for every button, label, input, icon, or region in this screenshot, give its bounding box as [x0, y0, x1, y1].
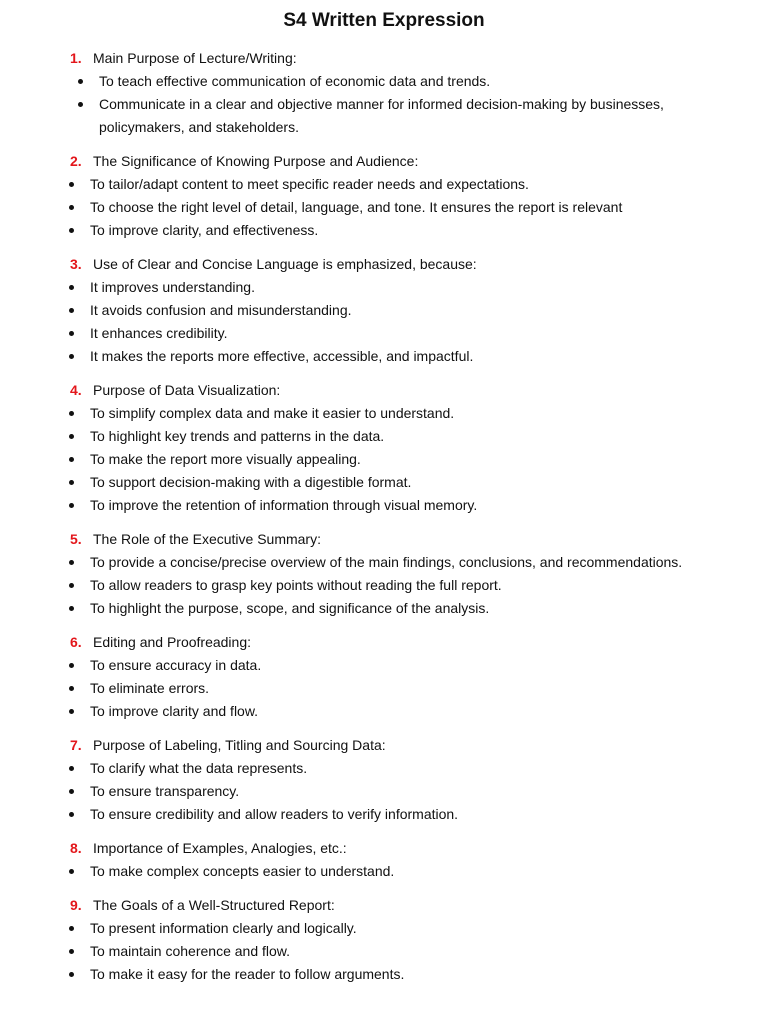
- section-number: 4.: [70, 382, 82, 398]
- bullet-icon: [69, 812, 74, 817]
- list-item-text: To make complex concepts easier to understand.: [90, 863, 395, 879]
- bullet-icon: [78, 102, 83, 107]
- section-heading-text: Editing and Proofreading:: [93, 634, 251, 650]
- bullet-list: [0, 860, 768, 883]
- section-number: 5.: [70, 531, 82, 547]
- bullet-icon: [69, 583, 74, 588]
- list-item: [0, 757, 768, 780]
- bullet-list: [0, 551, 768, 620]
- list-item: [0, 425, 768, 448]
- list-item-text: To make it easy for the reader to follow arguments.: [90, 966, 405, 982]
- list-item: [0, 322, 768, 345]
- list-item-text: To provide a concise/precise overview of the main findings, conclusions, and recommendations.: [90, 554, 683, 570]
- list-item: [0, 448, 768, 471]
- list-item-text: To support decision-making with a digestible format.: [90, 474, 412, 490]
- section-number: 2.: [70, 153, 82, 169]
- list-item: [0, 597, 768, 620]
- section-heading: [0, 894, 768, 917]
- list-item: [0, 963, 768, 986]
- bullet-icon: [69, 709, 74, 714]
- section-8: [0, 837, 768, 883]
- document-title: S4 Written Expression: [283, 10, 485, 31]
- bullet-icon: [69, 308, 74, 313]
- list-item: [0, 299, 768, 322]
- list-item-text: To improve clarity and flow.: [90, 703, 259, 719]
- list-item-text: To maintain coherence and flow.: [90, 943, 291, 959]
- bullet-icon: [69, 766, 74, 771]
- section-heading: [0, 47, 768, 70]
- list-item: [0, 402, 768, 425]
- list-item: [0, 276, 768, 299]
- bullet-icon: [69, 606, 74, 611]
- list-item-text: To clarify what the data represents.: [90, 760, 308, 776]
- section-number: 1.: [70, 50, 82, 66]
- section-9: [0, 894, 768, 986]
- bullet-icon: [69, 205, 74, 210]
- section-heading: [0, 837, 768, 860]
- bullet-icon: [69, 228, 74, 233]
- bullet-list: [0, 654, 768, 723]
- list-item: [0, 860, 768, 883]
- section-4: [0, 379, 768, 517]
- list-item: [0, 196, 768, 219]
- list-item-text: To present information clearly and logically.: [90, 920, 357, 936]
- bullet-icon: [69, 354, 74, 359]
- section-heading: [0, 253, 768, 276]
- bullet-icon: [69, 686, 74, 691]
- bullet-icon: [69, 480, 74, 485]
- list-item: [0, 345, 768, 368]
- list-item-text: To tailor/adapt content to meet specific reader needs and expectations.: [90, 176, 529, 192]
- bullet-icon: [78, 79, 83, 84]
- list-item-text: To improve clarity, and effectiveness.: [90, 222, 319, 238]
- section-heading: [0, 150, 768, 173]
- section-heading: [0, 734, 768, 757]
- list-item-text: To highlight key trends and patterns in the data.: [90, 428, 385, 444]
- section-number: 3.: [70, 256, 82, 272]
- bullet-list: [0, 757, 768, 826]
- bullet-icon: [69, 663, 74, 668]
- bullet-icon: [69, 434, 74, 439]
- bullet-list: [0, 276, 768, 368]
- bullet-icon: [69, 411, 74, 416]
- section-heading-text: Purpose of Labeling, Titling and Sourcing Data:: [93, 737, 386, 753]
- list-item-text: To simplify complex data and make it easier to understand.: [90, 405, 455, 421]
- section-number: 8.: [70, 840, 82, 856]
- list-item: [0, 494, 768, 517]
- bullet-icon: [69, 457, 74, 462]
- list-item: [0, 93, 768, 139]
- list-item: [0, 940, 768, 963]
- list-item-text: Communicate in a clear and objective manner for informed decision-making by businesses, policymakers, and stakeholders.: [99, 96, 664, 135]
- list-item: [0, 654, 768, 677]
- section-heading-text: Purpose of Data Visualization:: [93, 382, 281, 398]
- bullet-icon: [69, 285, 74, 290]
- list-item: [0, 70, 768, 93]
- list-item-text: To teach effective communication of economic data and trends.: [99, 73, 491, 89]
- list-item: [0, 551, 768, 574]
- bullet-icon: [69, 869, 74, 874]
- list-item-text: It enhances credibility.: [90, 325, 228, 341]
- list-item: [0, 574, 768, 597]
- list-item-text: To improve the retention of information through visual memory.: [90, 497, 478, 513]
- list-item-text: It avoids confusion and misunderstanding.: [90, 302, 352, 318]
- list-item: [0, 780, 768, 803]
- list-item-text: To ensure accuracy in data.: [90, 657, 262, 673]
- bullet-list: [0, 70, 768, 139]
- section-3: [0, 253, 768, 368]
- list-item: [0, 700, 768, 723]
- list-item: [0, 219, 768, 242]
- list-item: [0, 471, 768, 494]
- section-2: [0, 150, 768, 242]
- section-heading-text: Importance of Examples, Analogies, etc.:: [93, 840, 347, 856]
- section-heading-text: The Significance of Knowing Purpose and Audience:: [93, 153, 419, 169]
- bullet-icon: [69, 182, 74, 187]
- list-item: [0, 917, 768, 940]
- section-number: 6.: [70, 634, 82, 650]
- list-item-text: To ensure credibility and allow readers to verify information.: [90, 806, 459, 822]
- section-number: 7.: [70, 737, 82, 753]
- section-heading-text: The Role of the Executive Summary:: [93, 531, 321, 547]
- bullet-icon: [69, 560, 74, 565]
- list-item-text: To ensure transparency.: [90, 783, 240, 799]
- bullet-list: [0, 402, 768, 517]
- section-7: [0, 734, 768, 826]
- bullet-icon: [69, 789, 74, 794]
- bullet-list: [0, 917, 768, 986]
- list-item-text: To choose the right level of detail, language, and tone. It ensures the report is relevant: [90, 199, 623, 215]
- section-heading-text: The Goals of a Well-Structured Report:: [93, 897, 335, 913]
- section-5: [0, 528, 768, 620]
- section-6: [0, 631, 768, 723]
- bullet-icon: [69, 926, 74, 931]
- section-heading: [0, 631, 768, 654]
- section-heading: [0, 379, 768, 402]
- list-item: [0, 173, 768, 196]
- list-item-text: It makes the reports more effective, accessible, and impactful.: [90, 348, 474, 364]
- bullet-icon: [69, 972, 74, 977]
- section-heading: [0, 528, 768, 551]
- bullet-icon: [69, 503, 74, 508]
- bullet-icon: [69, 949, 74, 954]
- list-item: [0, 803, 768, 826]
- list-item-text: It improves understanding.: [90, 279, 255, 295]
- list-item-text: To make the report more visually appealing.: [90, 451, 361, 467]
- section-1: [0, 47, 768, 139]
- section-heading-text: Main Purpose of Lecture/Writing:: [93, 50, 297, 66]
- bullet-list: [0, 173, 768, 242]
- section-heading-text: Use of Clear and Concise Language is emphasized, because:: [93, 256, 477, 272]
- list-item-text: To highlight the purpose, scope, and significance of the analysis.: [90, 600, 490, 616]
- list-item-text: To eliminate errors.: [90, 680, 210, 696]
- list-item-text: To allow readers to grasp key points without reading the full report.: [90, 577, 502, 593]
- document-body: [0, 47, 768, 997]
- list-item: [0, 677, 768, 700]
- bullet-icon: [69, 331, 74, 336]
- section-number: 9.: [70, 897, 82, 913]
